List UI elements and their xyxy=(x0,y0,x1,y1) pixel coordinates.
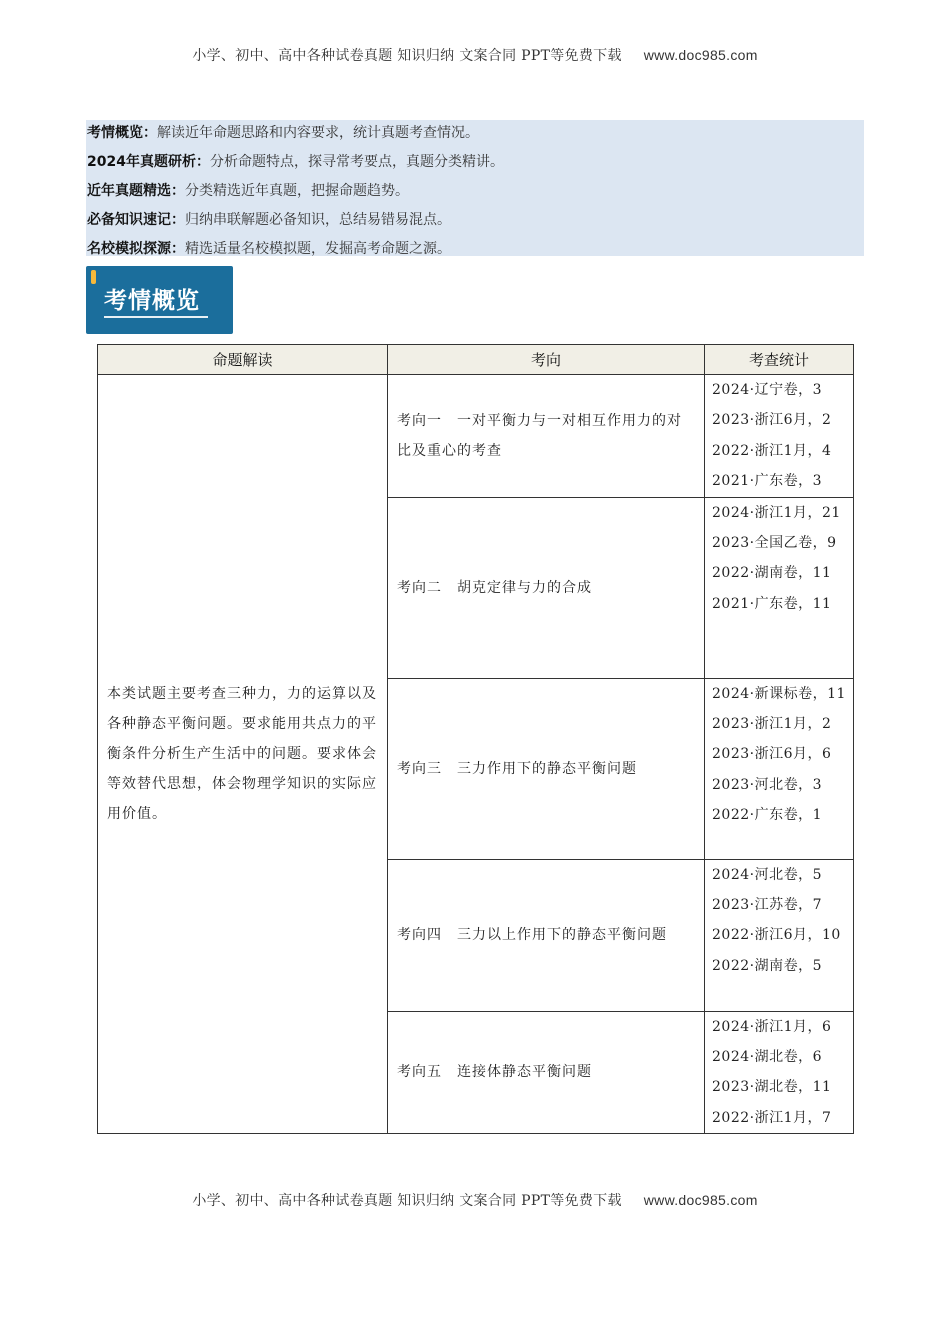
stat-entry: 2023·湖北卷，11 xyxy=(712,1079,832,1096)
direction-cell: 考向五 连接体静态平衡问题 xyxy=(388,1011,705,1134)
stat-entry: 2023·河北卷，3 xyxy=(712,776,822,793)
summary-item xyxy=(86,236,864,265)
summary-key: 近年真题精选： xyxy=(87,183,185,199)
stat-entry: 2021·广东卷，11 xyxy=(712,595,832,612)
header-url-link[interactable]: www.doc985.com xyxy=(643,47,758,63)
stat-entry: 2024·新课标卷，11 xyxy=(712,685,846,702)
section-banner xyxy=(86,266,233,334)
stat-entry: 2022·浙江1月，4 xyxy=(712,442,832,459)
stat-entry: 2024·湖北卷，6 xyxy=(712,1049,822,1066)
stat-entry: 2022·浙江6月，10 xyxy=(712,927,841,944)
stat-entry: 2023·江苏卷，7 xyxy=(712,897,822,914)
summary-key: 2024年真题研析： xyxy=(87,154,210,170)
direction-cell: 考向四 三力以上作用下的静态平衡问题 xyxy=(388,859,705,1011)
stat-entry: 2021·广东卷，3 xyxy=(712,473,822,490)
stat-entry: 2024·浙江1月，6 xyxy=(712,1018,832,1035)
header-statistics: 考查统计 xyxy=(705,345,854,375)
exam-overview-table xyxy=(97,344,854,1134)
footer-text: 小学、初中、高中各种试卷真题 知识归纳 文案合同 PPT等免费下载 xyxy=(192,1193,622,1209)
statistics-cell xyxy=(705,859,854,1011)
header-interpretation: 命题解读 xyxy=(98,345,388,375)
summary-key: 考情概览： xyxy=(87,125,157,141)
stat-entry: 2023·浙江6月，6 xyxy=(712,746,832,763)
stat-entry: 2022·广东卷，1 xyxy=(712,807,822,824)
stat-entry: 2023·全国乙卷，9 xyxy=(712,535,837,552)
summary-item xyxy=(86,207,864,236)
summary-item xyxy=(86,178,864,207)
table-header-row xyxy=(98,345,854,375)
page-header xyxy=(0,45,950,65)
summary-item xyxy=(86,120,864,149)
summary-value: 归纳串联解题必备知识，总结易错易混点。 xyxy=(185,212,451,228)
table-row xyxy=(98,375,854,498)
page-footer xyxy=(0,1190,950,1210)
statistics-cell xyxy=(705,497,854,678)
summary-value: 解读近年命题思路和内容要求，统计真题考查情况。 xyxy=(157,125,479,141)
summary-box xyxy=(86,120,864,256)
summary-value: 精选适量名校模拟题，发掘高考命题之源。 xyxy=(185,241,451,257)
stat-entry: 2024·辽宁卷，3 xyxy=(712,382,822,398)
direction-cell: 考向一 一对平衡力与一对相互作用力的对比及重心的考查 xyxy=(388,375,705,498)
interpretation-cell: 本类试题主要考查三种力，力的运算以及各种静态平衡问题。要求能用共点力的平衡条件分析生产生活中的问题。要求体会等效替代思想，体会物理学知识的实际应用价值。 xyxy=(98,375,388,1134)
statistics-cell xyxy=(705,1011,854,1134)
summary-key: 必备知识速记： xyxy=(87,212,185,228)
statistics-cell xyxy=(705,678,854,859)
summary-value: 分类精选近年真题，把握命题趋势。 xyxy=(185,183,409,199)
banner-accent-mark xyxy=(91,270,96,284)
stat-entry: 2024·浙江1月，21 xyxy=(712,504,841,521)
stat-entry: 2023·浙江1月，2 xyxy=(712,716,832,733)
stat-entry: 2022·湖南卷，5 xyxy=(712,957,822,974)
direction-cell: 考向三 三力作用下的静态平衡问题 xyxy=(388,678,705,859)
stat-entry: 2024·河北卷，5 xyxy=(712,866,822,883)
header-text: 小学、初中、高中各种试卷真题 知识归纳 文案合同 PPT等免费下载 xyxy=(192,48,622,64)
banner-underline xyxy=(104,316,208,318)
summary-value: 分析命题特点，探寻常考要点，真题分类精讲。 xyxy=(209,154,504,170)
footer-url-link[interactable]: www.doc985.com xyxy=(643,1192,758,1208)
direction-cell: 考向二 胡克定律与力的合成 xyxy=(388,497,705,678)
summary-item xyxy=(86,149,864,178)
stat-entry: 2022·湖南卷，11 xyxy=(712,565,832,582)
stat-entry: 2022·浙江1月，7 xyxy=(712,1109,832,1126)
statistics-cell xyxy=(705,375,854,498)
header-direction: 考向 xyxy=(388,345,705,375)
section-title: 考情概览 xyxy=(104,288,200,314)
stat-entry: 2023·浙江6月，2 xyxy=(712,412,832,429)
summary-key: 名校模拟探源： xyxy=(87,241,185,257)
